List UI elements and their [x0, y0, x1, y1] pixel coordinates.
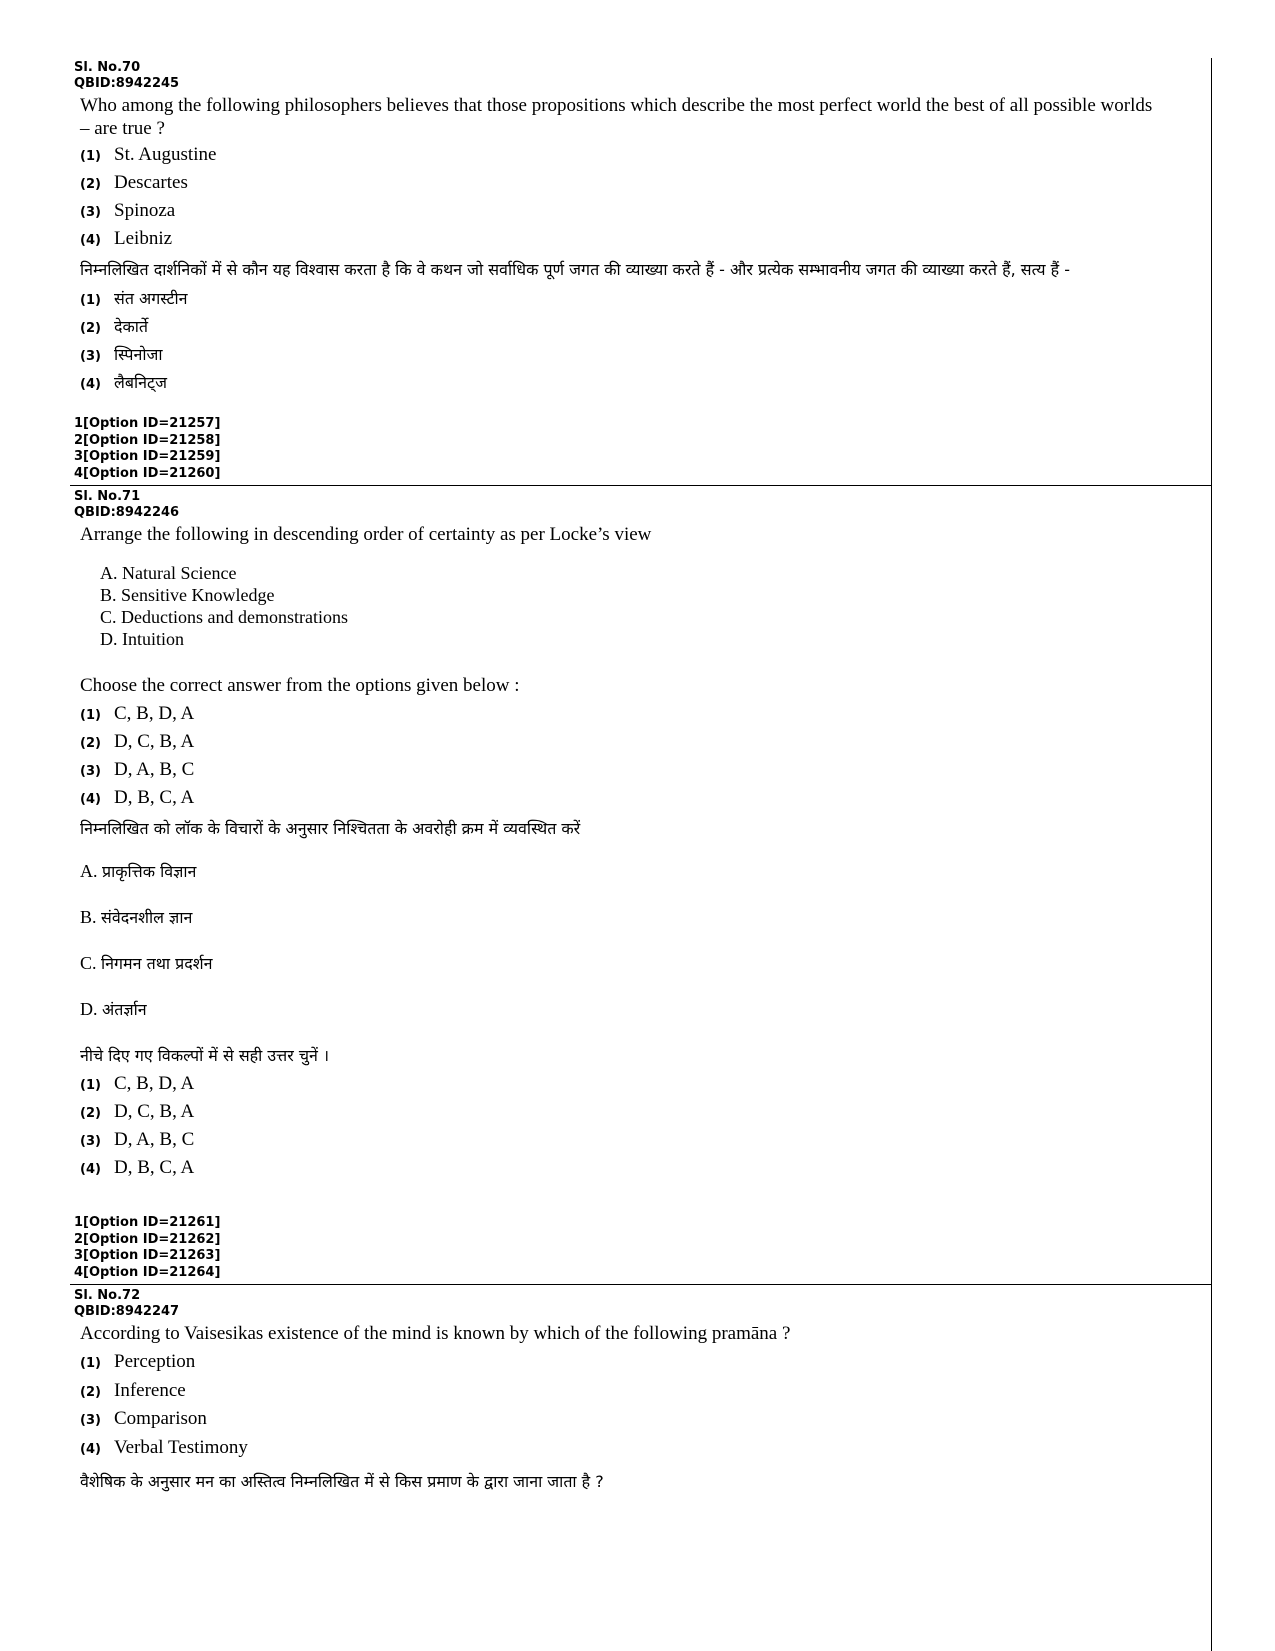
- option-hi-4: (4) D, B, C, A: [80, 1157, 195, 1178]
- option-hi-1: (1) संत अगस्टीन: [80, 289, 188, 308]
- option-en-4: (4) Leibniz: [80, 228, 173, 249]
- options-en: [70, 1351, 1211, 1466]
- statement-item-hi: B. संवेदनशील ज्ञान: [80, 907, 193, 927]
- question-text-en: Who among the following philosophers believes that those propositions which describe the most perfect world the best of all possible worlds – are true ?: [80, 95, 1153, 139]
- question-block-72: [70, 1285, 1211, 1493]
- question-text-hi: वैशेषिक के अनुसार मन का अस्तित्व निम्नलिखित में से किस प्रमाण के द्वारा जाना जाता है ?: [80, 1472, 604, 1491]
- option-id: 2[Option ID=21258]: [74, 432, 221, 448]
- option-en-3: (3) Spinoza: [80, 200, 176, 221]
- option-id: 1[Option ID=21257]: [74, 416, 221, 431]
- choose-instruction-en: Choose the correct answer from the options given below :: [80, 675, 520, 696]
- option-id: 1[Option ID=21261]: [74, 1215, 221, 1230]
- option-hi-1: (1) C, B, D, A: [80, 1073, 195, 1094]
- option-en-2: (2) D, C, B, A: [80, 731, 195, 752]
- options-hi: [70, 1073, 1211, 1185]
- option-en-1: (1) C, B, D, A: [80, 703, 195, 724]
- question-block-71: [70, 486, 1211, 1285]
- statement-item: D. Intuition: [100, 629, 184, 649]
- question-text-hi: निम्नलिखित दार्शनिकों में से कौन यह विश्वास करता है कि वे कथन जो सर्वाधिक पूर्ण जगत की व्याख्या करते हैं - और प्रत्येक सम्भावनीय जगत की व्याख्या करते हैं, सत्य हैं -: [80, 260, 1070, 279]
- question-text-hi: निम्नलिखित को लॉक के विचारों के अनुसार निश्चितता के अवरोही क्रम में व्यवस्थित करें: [80, 819, 581, 838]
- option-hi-3: (3) D, A, B, C: [80, 1129, 195, 1150]
- option-id-list: [70, 1215, 220, 1281]
- statement-list-hi: [70, 860, 1211, 1044]
- question-block-70: [70, 58, 1211, 486]
- options-en: [70, 703, 1211, 815]
- option-hi-2: (2) D, C, B, A: [80, 1101, 195, 1122]
- statement-item: A. Natural Science: [100, 563, 237, 583]
- statement-item: B. Sensitive Knowledge: [100, 585, 275, 605]
- statement-item: C. Deductions and demonstrations: [100, 607, 348, 627]
- choose-instruction-hi: नीचे दिए गए विकल्पों में से सही उत्तर चुनें ।: [80, 1046, 330, 1065]
- option-en-1: (1) St. Augustine: [80, 144, 217, 165]
- option-en-2: (2) Inference: [80, 1380, 186, 1401]
- serial-number: Sl. No.72: [74, 1288, 141, 1303]
- statement-list-en: [70, 562, 1211, 650]
- qbid: QBID:8942246: [74, 505, 180, 520]
- options-hi: [70, 287, 1211, 399]
- serial-number: Sl. No.70: [74, 60, 141, 75]
- option-id: 3[Option ID=21259]: [74, 449, 221, 464]
- option-id: 4[Option ID=21264]: [74, 1264, 221, 1280]
- option-hi-2: (2) देकार्ते: [80, 317, 149, 336]
- option-en-4: (4) Verbal Testimony: [80, 1437, 248, 1458]
- option-hi-3: (3) स्पिनोजा: [80, 345, 163, 364]
- statement-item-hi: D. अंतर्ज्ञान: [80, 999, 147, 1019]
- option-en-4: (4) D, B, C, A: [80, 787, 195, 808]
- option-en-3: (3) D, A, B, C: [80, 759, 195, 780]
- options-en: [70, 144, 1211, 256]
- qbid: QBID:8942245: [74, 76, 180, 91]
- statement-item-hi: A. प्राकृत्तिक विज्ञान: [80, 861, 197, 881]
- option-id: 2[Option ID=21262]: [74, 1231, 221, 1247]
- serial-number: Sl. No.71: [74, 489, 141, 504]
- question-paper: [70, 58, 1212, 1651]
- option-en-3: (3) Comparison: [80, 1408, 207, 1429]
- option-id-list: [70, 416, 220, 482]
- question-text-en: Arrange the following in descending order of certainty as per Locke’s view: [80, 524, 652, 545]
- option-hi-4: (4) लैबनिट्ज: [80, 373, 167, 392]
- option-en-1: (1) Perception: [80, 1351, 196, 1372]
- statement-item-hi: C. निगमन तथा प्रदर्शन: [80, 953, 213, 973]
- option-en-2: (2) Descartes: [80, 172, 188, 193]
- qbid: QBID:8942247: [74, 1304, 180, 1319]
- option-id: 4[Option ID=21260]: [74, 465, 221, 481]
- question-text-en: According to Vaisesikas existence of the mind is known by which of the following pramāna ?: [80, 1323, 791, 1344]
- option-id: 3[Option ID=21263]: [74, 1248, 221, 1263]
